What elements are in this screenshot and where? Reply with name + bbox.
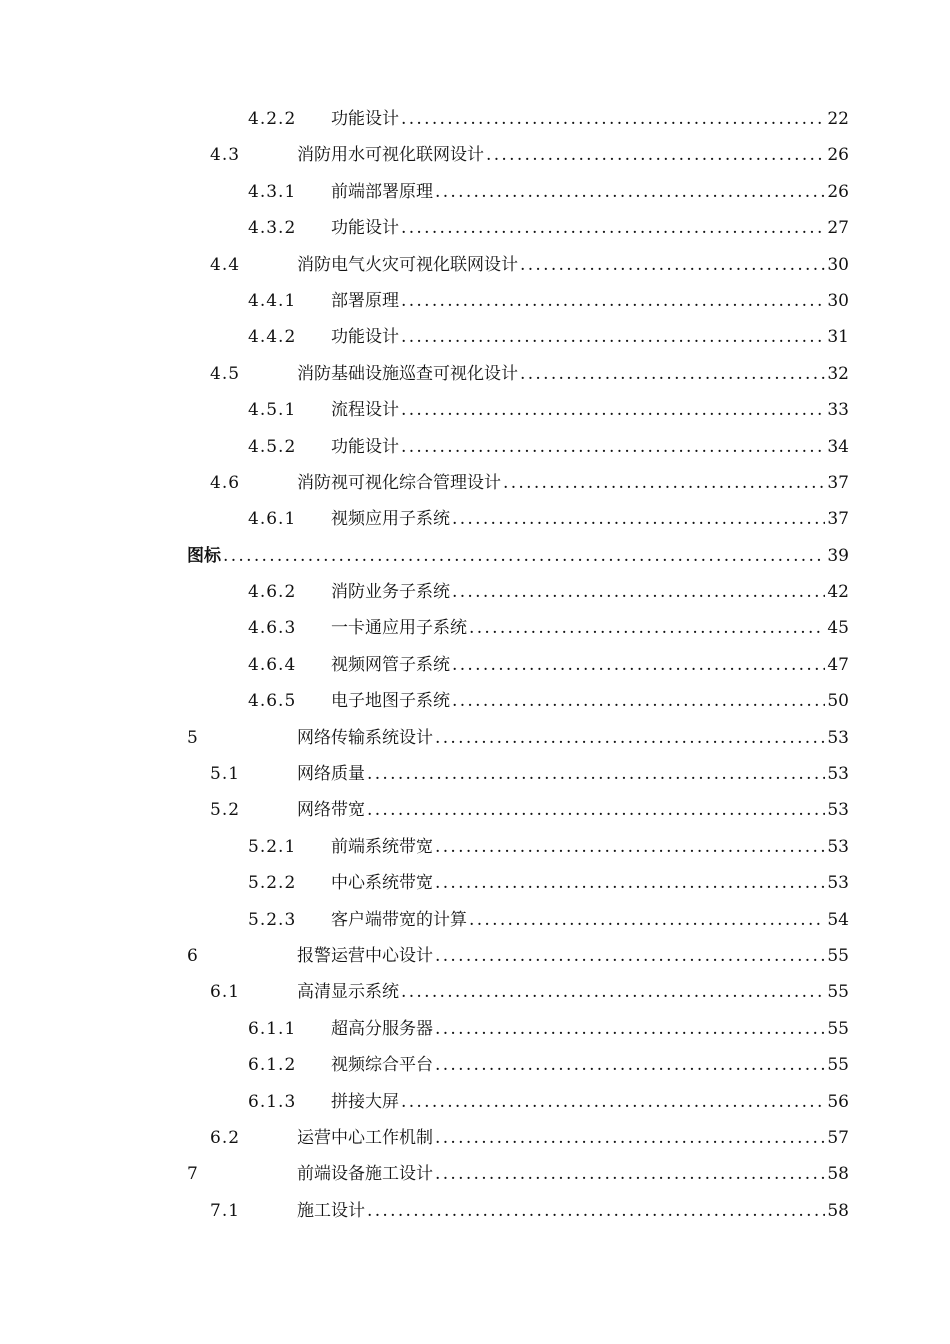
- toc-dot-leader: [435, 1156, 825, 1192]
- toc-entry-title: 消防业务子系统: [331, 582, 450, 603]
- toc-entry-number: 6.1.2: [248, 1055, 297, 1076]
- toc-entry[interactable]: [0, 756, 950, 792]
- toc-entry-title: 高清显示系统: [297, 982, 399, 1003]
- toc-dot-leader: [367, 1193, 825, 1229]
- toc-entry-page-number: 53: [827, 727, 849, 748]
- toc-entry-number: 4.5.1: [248, 400, 297, 421]
- toc-entry-page-number: 53: [827, 836, 849, 857]
- toc-dot-leader: [401, 210, 825, 246]
- toc-entry-title: 视频综合平台: [331, 1055, 433, 1076]
- toc-dot-leader: [435, 1047, 825, 1083]
- toc-entry-line: [331, 429, 849, 465]
- toc-entry-title: 消防基础设施巡查可视化设计: [297, 363, 518, 384]
- toc-entry-page-number: 37: [827, 472, 849, 493]
- toc-entry-number: 4.4.1: [248, 290, 297, 311]
- toc-entry-title: 功能设计: [331, 327, 399, 348]
- toc-entry-number: 6: [187, 945, 199, 966]
- toc-entry-page-number: 53: [827, 800, 849, 821]
- toc-entry-page-number: 26: [827, 145, 849, 166]
- toc-entry-title: 功能设计: [331, 109, 399, 129]
- toc-entry[interactable]: [0, 247, 950, 283]
- toc-entry-title: 消防视可视化综合管理设计: [297, 472, 501, 493]
- toc-entry-title: 前端设备施工设计: [297, 1164, 433, 1185]
- toc-entry-line: [331, 174, 849, 210]
- toc-entry-page-number: 30: [827, 290, 849, 311]
- toc-entry[interactable]: [0, 683, 950, 719]
- toc-dot-leader: [401, 1084, 825, 1120]
- toc-dot-leader: [401, 392, 825, 428]
- toc-dot-leader: [452, 683, 825, 719]
- toc-entry-line: [331, 829, 849, 865]
- toc-entry-line: [297, 974, 849, 1010]
- toc-entry-page-number: 26: [827, 181, 849, 202]
- toc-entry-page-number: 55: [827, 1018, 849, 1039]
- toc-entry-number: 4.4: [210, 254, 241, 275]
- toc-dot-leader: [452, 501, 825, 537]
- toc-entry[interactable]: [0, 1011, 950, 1047]
- toc-entry-page-number: 57: [827, 1127, 849, 1148]
- toc-entry[interactable]: [0, 538, 950, 574]
- toc-dot-leader: [367, 792, 825, 828]
- toc-entry-page-number: 58: [827, 1200, 849, 1221]
- toc-dot-leader: [520, 356, 825, 392]
- toc-entry-line: [297, 1156, 849, 1192]
- toc-dot-leader: [452, 647, 825, 683]
- toc-entry-line: [331, 865, 849, 901]
- toc-entry-title: 电子地图子系统: [331, 691, 450, 712]
- toc-entry-page-number: 58: [827, 1164, 849, 1185]
- toc-entry-title: 网络传输系统设计: [297, 727, 433, 748]
- toc-entry-number: 4.6.3: [248, 618, 297, 639]
- toc-entry-page-number: 47: [827, 654, 849, 675]
- toc-dot-leader: [435, 938, 825, 974]
- toc-dot-leader: [503, 465, 825, 501]
- toc-entry-line: [297, 756, 849, 792]
- toc-entry-number: 5.2.2: [248, 873, 297, 894]
- toc-entry-number: 4.2.2: [248, 109, 297, 129]
- toc-entry[interactable]: [0, 319, 950, 355]
- toc-entry-line: [331, 574, 849, 610]
- toc-entry-page-number: 54: [827, 909, 849, 930]
- toc-dot-leader: [435, 720, 825, 756]
- toc-entry-page-number: 55: [827, 1055, 849, 1076]
- toc-entry[interactable]: [0, 283, 950, 319]
- toc-entry-page-number: 37: [827, 509, 849, 530]
- toc-entry[interactable]: [0, 465, 950, 501]
- toc-entry[interactable]: [0, 392, 950, 428]
- toc-entry-line: [331, 283, 849, 319]
- toc-entry-number: 5.2.1: [248, 836, 297, 857]
- toc-entry-line: [297, 356, 849, 392]
- toc-entry-page-number: 53: [827, 764, 849, 785]
- toc-entry[interactable]: [0, 574, 950, 610]
- toc-entry-number: 4.6.2: [248, 582, 297, 603]
- toc-entry-number: 7.1: [210, 1200, 241, 1221]
- toc-dot-leader: [435, 174, 825, 210]
- toc-entry-title: 客户端带宽的计算: [331, 909, 467, 930]
- toc-entry-line: [331, 647, 849, 683]
- toc-entry-line: [187, 538, 849, 574]
- toc-entry-number: 4.6.1: [248, 509, 297, 530]
- toc-dot-leader: [401, 429, 825, 465]
- toc-entry[interactable]: [0, 792, 950, 828]
- toc-entry[interactable]: [0, 429, 950, 465]
- toc-entry-line: [331, 501, 849, 537]
- toc-entry[interactable]: [0, 356, 950, 392]
- toc-entry[interactable]: [0, 1156, 950, 1192]
- table-of-contents: [0, 101, 950, 1229]
- toc-entry-title: 前端系统带宽: [331, 836, 433, 857]
- toc-entry-line: [331, 902, 849, 938]
- toc-entry-number: 4.3.2: [248, 218, 297, 239]
- toc-dot-leader: [469, 610, 825, 646]
- toc-entry-title: 施工设计: [297, 1200, 365, 1221]
- toc-entry[interactable]: [0, 1120, 950, 1156]
- toc-entry-title: 部署原理: [331, 290, 399, 311]
- toc-dot-leader: [435, 865, 825, 901]
- toc-dot-leader: [401, 974, 825, 1010]
- toc-dot-leader: [469, 902, 825, 938]
- toc-dot-leader: [435, 1011, 825, 1047]
- toc-entry-number: 4.5: [210, 363, 241, 384]
- toc-entry[interactable]: [0, 174, 950, 210]
- toc-entry-number: 6.1.3: [248, 1091, 297, 1112]
- toc-entry-number: 5: [187, 727, 199, 748]
- toc-entry-title: 前端部署原理: [331, 181, 433, 202]
- toc-entry[interactable]: [0, 501, 950, 537]
- toc-entry[interactable]: [0, 974, 950, 1010]
- toc-entry-title: 功能设计: [331, 218, 399, 239]
- toc-entry[interactable]: [0, 1193, 950, 1229]
- toc-entry-title: 视频应用子系统: [331, 509, 450, 530]
- toc-entry-line: [297, 1120, 849, 1156]
- toc-dot-leader: [401, 101, 825, 137]
- toc-entry[interactable]: [0, 1084, 950, 1120]
- toc-entry-number: 6.2: [210, 1127, 241, 1148]
- toc-entry-page-number: 55: [827, 945, 849, 966]
- toc-entry-title: 功能设计: [331, 436, 399, 457]
- toc-entry-page-number: 45: [827, 618, 849, 639]
- toc-dot-leader: [435, 1120, 825, 1156]
- toc-entry-line: [331, 392, 849, 428]
- toc-entry-number: 5.2: [210, 800, 241, 821]
- toc-entry-number: 4.5.2: [248, 436, 297, 457]
- toc-entry[interactable]: [0, 137, 950, 173]
- toc-entry-line: [331, 1011, 849, 1047]
- toc-dot-leader: [435, 829, 825, 865]
- toc-entry-page-number: 33: [827, 400, 849, 421]
- toc-entry-line: [297, 720, 849, 756]
- toc-entry-line: [331, 683, 849, 719]
- toc-entry-title: 拼接大屏: [331, 1091, 399, 1112]
- toc-dot-leader: [367, 756, 825, 792]
- toc-entry-number: 6.1.1: [248, 1018, 297, 1039]
- toc-entry-number: 4.6.5: [248, 691, 297, 712]
- toc-entry-page-number: 34: [827, 436, 849, 457]
- toc-entry[interactable]: [0, 902, 950, 938]
- toc-entry-title: 超高分服务器: [331, 1018, 433, 1039]
- toc-entry-page-number: 53: [827, 873, 849, 894]
- toc-entry[interactable]: [0, 101, 950, 137]
- toc-entry[interactable]: [0, 210, 950, 246]
- toc-entry-line: [297, 465, 849, 501]
- toc-entry-title: 运营中心工作机制: [297, 1127, 433, 1148]
- toc-entry-page-number: 50: [827, 691, 849, 712]
- toc-entry-title: 一卡通应用子系统: [331, 618, 467, 639]
- toc-entry-line: [331, 319, 849, 355]
- toc-entry-page-number: 22: [827, 109, 849, 129]
- toc-entry-number: 4.3.1: [248, 181, 297, 202]
- toc-entry-page-number: 30: [827, 254, 849, 275]
- toc-entry-title: 流程设计: [331, 400, 399, 421]
- toc-entry-title: 网络带宽: [297, 800, 365, 821]
- toc-entry-number: 5.2.3: [248, 909, 297, 930]
- toc-entry-line: [297, 247, 849, 283]
- toc-entry[interactable]: [0, 829, 950, 865]
- toc-entry[interactable]: [0, 938, 950, 974]
- toc-entry[interactable]: [0, 647, 950, 683]
- toc-entry-title: 网络质量: [297, 764, 365, 785]
- toc-entry-number: 4.6.4: [248, 654, 297, 675]
- toc-entry[interactable]: [0, 1047, 950, 1083]
- toc-entry-page-number: 56: [827, 1091, 849, 1112]
- toc-entry-page-number: 27: [827, 218, 849, 239]
- toc-dot-leader: [401, 283, 825, 319]
- toc-entry-line: [331, 1047, 849, 1083]
- toc-entry[interactable]: [0, 610, 950, 646]
- toc-dot-leader: [223, 538, 825, 574]
- toc-entry-line: [297, 792, 849, 828]
- toc-entry-title: 中心系统带宽: [331, 873, 433, 894]
- toc-entry-line: [331, 210, 849, 246]
- toc-entry-page-number: 31: [827, 327, 849, 348]
- toc-entry-title: 消防用水可视化联网设计: [297, 145, 484, 166]
- toc-entry-page-number: 39: [827, 545, 849, 566]
- toc-dot-leader: [486, 137, 825, 173]
- toc-entry-line: [297, 938, 849, 974]
- toc-entry-title: 图标: [187, 545, 221, 566]
- toc-dot-leader: [452, 574, 825, 610]
- toc-entry-number: 7: [187, 1164, 199, 1185]
- toc-entry-number: 4.6: [210, 472, 241, 493]
- toc-entry-line: [331, 101, 849, 137]
- toc-entry-page-number: 32: [827, 363, 849, 384]
- toc-entry-line: [331, 1084, 849, 1120]
- toc-entry-page-number: 42: [827, 582, 849, 603]
- toc-entry-line: [297, 137, 849, 173]
- toc-dot-leader: [520, 247, 825, 283]
- toc-dot-leader: [401, 319, 825, 355]
- toc-entry-title: 报警运营中心设计: [297, 945, 433, 966]
- toc-entry-page-number: 55: [827, 982, 849, 1003]
- toc-entry[interactable]: [0, 720, 950, 756]
- toc-entry-number: 5.1: [210, 764, 241, 785]
- toc-entry-line: [297, 1193, 849, 1229]
- toc-entry-title: 视频网管子系统: [331, 654, 450, 675]
- toc-entry-number: 4.3: [210, 145, 241, 166]
- toc-entry[interactable]: [0, 865, 950, 901]
- toc-entry-line: [331, 610, 849, 646]
- toc-entry-number: 4.4.2: [248, 327, 297, 348]
- toc-entry-number: 6.1: [210, 982, 241, 1003]
- toc-entry-title: 消防电气火灾可视化联网设计: [297, 254, 518, 275]
